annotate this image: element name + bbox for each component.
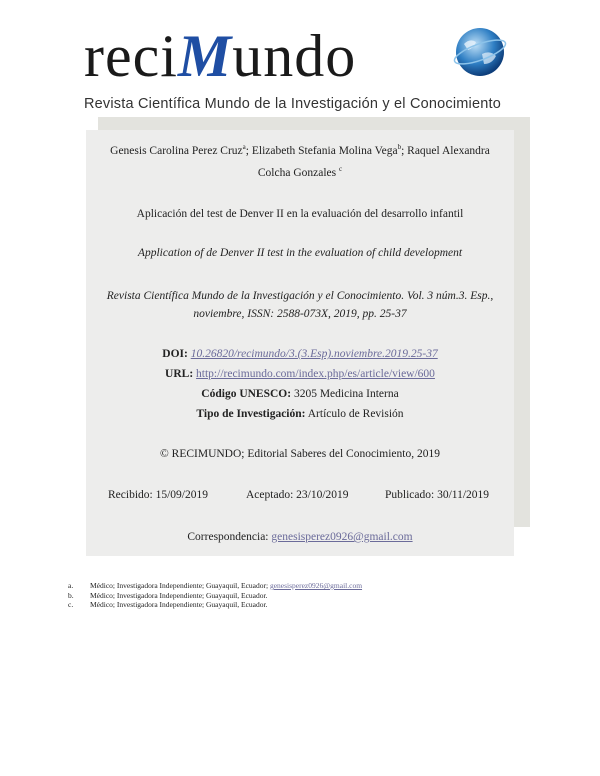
globe-icon — [452, 24, 508, 80]
footnote-b: b. Médico; Investigadora Independiente; Guayaquil, Ecuador. — [68, 590, 268, 600]
tipo-line: Tipo de Investigación: Artículo de Revisión — [196, 408, 404, 420]
title-spanish: Aplicación del test de Denver II en la evaluación del desarrollo infantil — [136, 208, 464, 220]
date-received: Recibido: 15/09/2019 — [108, 489, 208, 501]
doi-line: DOI: 10.26820/recimundo/3.(3.Esp).noviembre.2019.25-37 — [162, 348, 438, 360]
date-published: Publicado: 30/11/2019 — [385, 489, 490, 501]
title-english: Application of de Denver II test in the evaluation of child development — [137, 247, 463, 259]
copyright-line: © RECIMUNDO; Editorial Saberes del Conocimiento, 2019 — [160, 448, 440, 460]
logo-wordmark: reciMundo — [84, 23, 357, 89]
journal-logo — [0, 0, 600, 116]
authors-line-1: Genesis Carolina Perez Cruz$^a$; Elizabeth Stefania Molina Vega$^b$; Raquel Alexandra — [110, 143, 490, 157]
authors-line-2: Colcha Gonzales $^c$ — [257, 165, 343, 179]
footnote-c: c. Médico; Investigadora Independiente; Guayaquil, Ecuador. — [68, 600, 268, 609]
footnote-a: a. Médico; Investigadora Independiente; Guayaquil, Ecuador; genesisperez0926@gmail.com — [68, 581, 363, 590]
footnotes — [68, 581, 548, 610]
url-link[interactable]: http://recimundo.com/index.php/es/article/view/600 — [196, 368, 435, 380]
doi-link[interactable]: 10.26820/recimundo/3.(3.Esp).noviembre.2019.25-37 — [190, 348, 438, 360]
url-line: URL: http://recimundo.com/index.php/es/article/view/600 — [165, 368, 435, 380]
journal-subtitle: Revista Científica Mundo de la Investigación y el Conocimiento — [84, 96, 501, 112]
correspondence-email-link[interactable]: genesisperez0926@gmail.com — [271, 531, 413, 543]
correspondence-line: Correspondencia: genesisperez0926@gmail.com — [187, 531, 413, 543]
citation-line-2: noviembre, ISSN: 2588-073X, 2019, pp. 25-37 — [193, 308, 407, 320]
footnote-email-link[interactable]: genesisperez0926@gmail.com — [269, 581, 363, 590]
citation-line-1: Revista Científica Mundo de la Investigación y el Conocimiento. Vol. 3 núm.3. Esp., — [106, 290, 494, 302]
unesco-line: Código UNESCO: 3205 Medicina Interna — [201, 388, 399, 400]
date-accepted: Aceptado: 23/10/2019 — [246, 489, 349, 501]
